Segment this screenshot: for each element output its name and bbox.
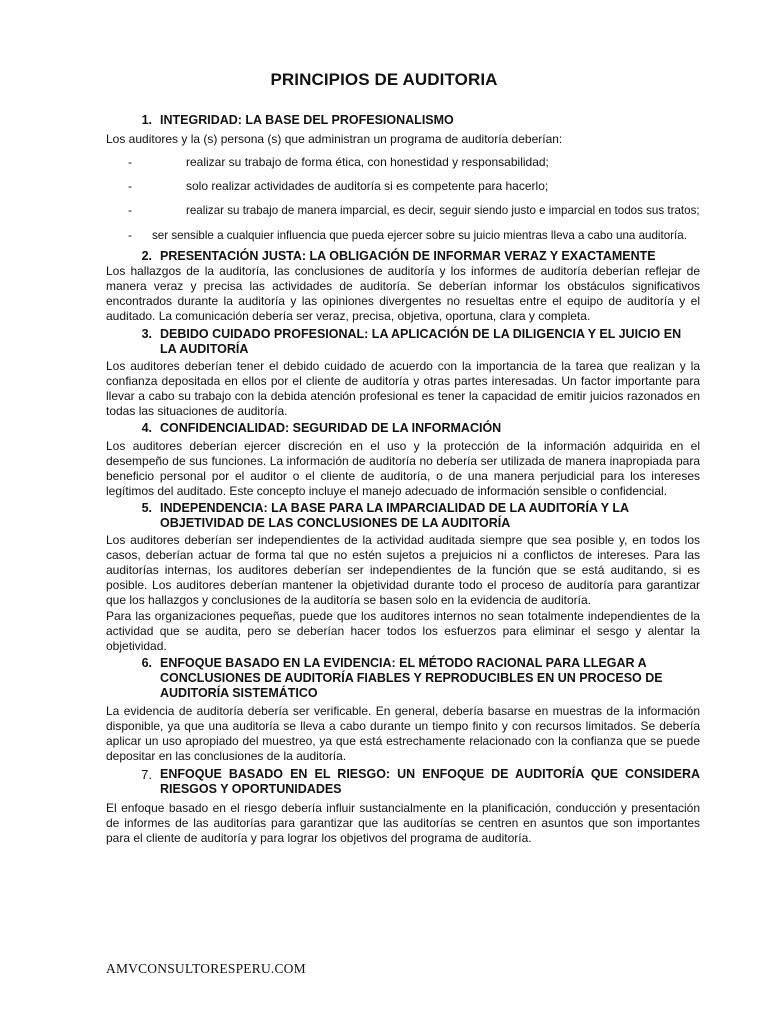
section-number: 7. <box>141 767 152 782</box>
bullet-text: realizar su trabajo de manera imparcial, es decir, seguir siendo justo e imparcial en todos sus tratos; <box>186 204 700 217</box>
section-intro: Los auditores y la (s) persona (s) que administran un programa de auditoría deberían: <box>106 132 563 146</box>
document-body <box>106 110 700 846</box>
section-title: PRESENTACIÓN JUSTA: LA OBLIGACIÓN DE INFORMAR VERAZ Y EXACTAMENTE <box>160 249 656 263</box>
section-title: ENFOQUE BASADO EN LA EVIDENCIA: EL MÉTODO RACIONAL PARA LLEGAR A CONCLUSIONES DE AUDITORÍA FIABLES Y REPRODUCIBLES EN UN PROCESO DE AUDITORÍA SISTEMÁTICO <box>160 656 663 700</box>
bullet-dash: - <box>128 203 132 217</box>
list-item <box>106 179 700 194</box>
section-title: INDEPENDENCIA: LA BASE PARA LA IMPARCIALIDAD DE LA AUDITORÍA Y LA OBJETIVIDAD DE LAS CONCLUSIONES DE LA AUDITORÍA <box>160 501 629 530</box>
section-heading-enfoque-evidencia <box>106 656 700 701</box>
section-number: 1. <box>141 113 152 127</box>
section-body: La evidencia de auditoría debería ser verificable. En general, debería basarse en muestras de la información disponible, ya que una auditoría se lleva a cabo durante un tiempo finito y con recursos limitados. Se debería aplicar un uso apropiado del muestreo, ya que está estrechamente relacionado con la confianza que se puede depositar en las conclusiones de la auditoría. <box>106 704 700 763</box>
section-heading-integridad <box>106 113 700 128</box>
section-body: Los auditores deberían ejercer discreción en el uso y la protección de la información adquirida en el desempeño de sus funciones. La información de auditoría no debería ser utilizada de manera inapropiada para beneficio personal por el auditor o el cliente de auditoría, o de una manera perjudicial para los intereses legítimos del auditado. Este concepto incluye el manejo adecuado de información sensible o confidencial. <box>106 439 700 498</box>
section-number: 3. <box>141 327 152 341</box>
list-item <box>106 228 700 243</box>
page-title: PRINCIPIOS DE AUDITORIA <box>270 70 498 89</box>
section-heading-enfoque-riesgo <box>106 767 700 797</box>
list-item <box>106 203 700 218</box>
section-number: 6. <box>141 656 152 670</box>
section-title: DEBIDO CUIDADO PROFESIONAL: LA APLICACIÓN DE LA DILIGENCIA Y EL JUICIO EN LA AUDITORÍA <box>160 327 682 356</box>
section-number: 2. <box>141 249 152 263</box>
section-body: Los auditores deberían ser independientes de la actividad auditada siempre que sea posible y, en todos los casos, deberían actuar de forma tal que no estén sujetos a prejuicios ni a conflictos de intereses. Para las auditorías internas, los auditores deberían ser independientes de la función que se está auditando, si es posible. Los auditores deberían mantener la objetividad durante todo el proceso de auditoría para garantizar que los hallazgos y conclusiones de la auditoría se basen solo en la evidencia de auditoría. <box>106 533 700 607</box>
section-title: INTEGRIDAD: LA BASE DEL PROFESIONALISMO <box>160 113 454 127</box>
bullet-dash: - <box>128 228 132 242</box>
section-body-continued: Para las organizaciones pequeñas, puede que los auditores internos no sean totalmente independientes de la actividad que se audita, pero se deberían hacer todos los esfuerzos para eliminar el sesgo y alentar la objetividad. <box>106 609 700 653</box>
section-number: 5. <box>141 501 152 515</box>
section-heading-presentacion-justa <box>106 249 700 264</box>
bullet-dash: - <box>128 179 132 193</box>
section-body: Los hallazgos de la auditoría, las conclusiones de auditoría y los informes de auditoría deberían reflejar de manera veraz y precisa las actividades de auditoría. Se deberían informar los obstáculos significativos encontrados durante la auditoría y las opiniones divergentes no resueltas entre el equipo de auditoría y el auditado. La comunicación debería ser veraz, precisa, objetiva, oportuna, clara y completa. <box>106 264 700 323</box>
section-heading-confidencialidad <box>106 421 700 436</box>
section-body: Los auditores deberían tener el debido cuidado de acuerdo con la importancia de la tarea que realizan y la confianza depositada en ellos por el cliente de auditoría y otras partes interesadas. Un factor importante para llevar a cabo su trabajo con la debida atención profesional es tener la capacidad de emitir juicios razonados en todas las situaciones de auditoría. <box>106 359 700 418</box>
section-number: 4. <box>141 421 152 435</box>
list-item <box>106 155 700 170</box>
footer-website: AMVCONSULTORESPERU.COM <box>106 961 306 976</box>
section-body: El enfoque basado en el riesgo debería influir sustancialmente en la planificación, conducción y presentación de informes de las auditorías para garantizar que las auditorías se centren en asuntos que son importantes para el cliente de auditoría y para lograr los objetivos del programa de auditoría. <box>106 801 700 845</box>
bullet-text: solo realizar actividades de auditoría si es competente para hacerlo; <box>186 179 549 193</box>
section-heading-debido-cuidado <box>106 327 700 357</box>
section-heading-independencia <box>106 501 700 531</box>
bullet-text: realizar su trabajo de forma ética, con honestidad y responsabilidad; <box>186 155 549 169</box>
section-title: ENFOQUE BASADO EN EL RIESGO: UN ENFOQUE DE AUDITORÍA QUE CONSIDERA RIESGOS Y OPORTUNIDADES <box>160 767 700 796</box>
section-title: CONFIDENCIALIDAD: SEGURIDAD DE LA INFORMACIÓN <box>160 421 502 435</box>
bullet-dash: - <box>128 155 132 169</box>
bullet-text: ser sensible a cualquier influencia que pueda ejercer sobre su juicio mientras lleva a cabo una auditoría. <box>152 229 687 242</box>
